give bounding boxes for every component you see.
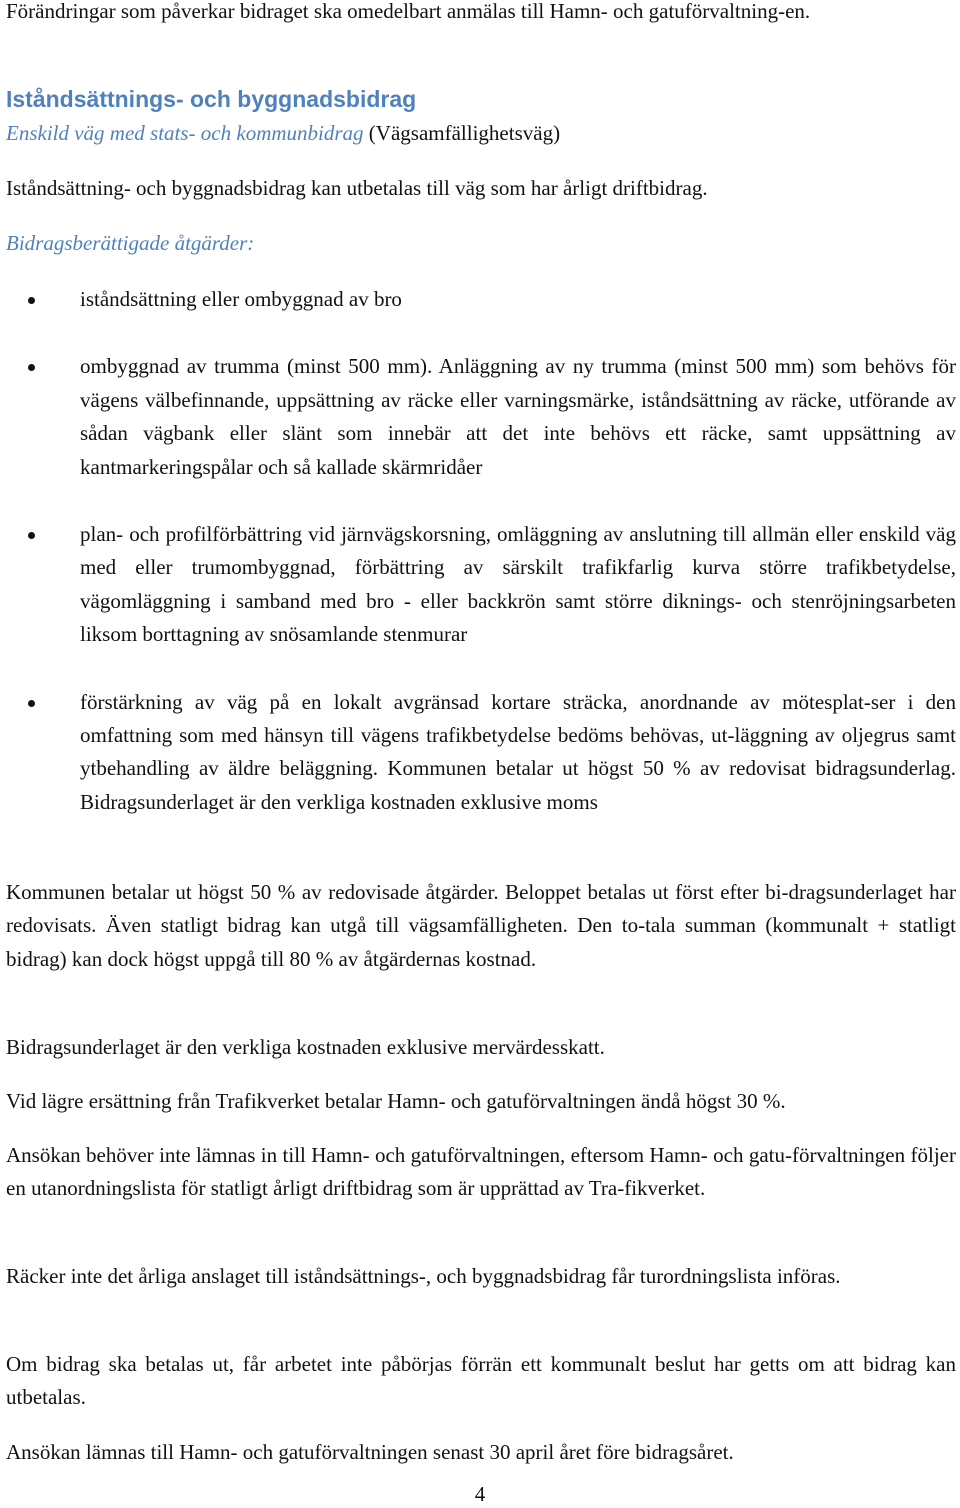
page-number: 4	[474, 1482, 486, 1506]
intro-paragraph: Förändringar som påverkar bidraget ska omedelbart anmälas till Hamn- och gatuförvaltning-en.	[6, 0, 811, 23]
list-item-text: iståndsättning eller ombyggnad av bro	[80, 287, 402, 311]
eligible-measures-list	[6, 283, 956, 819]
section-intro: Iståndsättning- och byggnadsbidrag kan utbetalas till väg som har årligt driftbidrag.	[6, 176, 708, 200]
bullet-dot-icon	[28, 700, 35, 707]
list-item-text: förstärkning av väg på en lokalt avgränsad kortare sträcka, anordnande av mötesplat-ser i den omfattning som med hänsyn till vägens trafikbetydelse bedöms behövas, ut-läggning av oljegrus samt ytbehandling av äldre beläggning. Kommunen betalar ut högst 50 % av redovisat bidragsunderlag. Bidragsunderlaget är den verkliga kostnaden exklusive moms	[80, 689, 956, 814]
list-item-text: ombyggnad av trumma (minst 500 mm). Anläggning av ny trumma (minst 500 mm) som behövs för vägens välbefinnande, uppsättning av räcke eller varningsmärke, iståndsättning av räcke, utförande av sådan vägbank eller slänt som innebär att det inte behövs ett räcke, samt uppsättning av kantmarkeringspålar och så kallade skärmridåer	[80, 354, 956, 479]
body-paragraph: Vid lägre ersättning från Trafikverket betalar Hamn- och gatuförvaltningen ändå högst 30 %.	[6, 1089, 786, 1113]
list-item	[6, 350, 956, 484]
section-heading: Iståndsättnings- och byggnadsbidrag	[6, 86, 417, 112]
list-item-text: plan- och profilförbättring vid järnvägskorsning, omläggning av anslutning till allmän eller enskild väg med eller trumombyggnad, förbättring av särskilt trafikfarlig kurva större trafikbetydelse, vägomläggning i samband med bro - eller backkrön samt större diknings- och stenröjningsarbeten liksom borttagning av snösamlande stenmurar	[80, 522, 956, 647]
section-subtitle-plain: (Vägsamfällighetsväg)	[363, 121, 561, 145]
section-subtitle-italic: Enskild väg med stats- och kommunbidrag	[6, 121, 364, 145]
section-subtitle	[6, 117, 950, 150]
bullet-dot-icon	[28, 532, 35, 539]
body-paragraph: Ansökan behöver inte lämnas in till Hamn- och gatuförvaltningen, eftersom Hamn- och gatu-förvaltningen följer en utanordningslista för statligt årligt driftbidrag som är upprättad av Tra-fikverket.	[6, 1143, 956, 1201]
body-paragraph: Om bidrag ska betalas ut, får arbetet inte påbörjas förrän ett kommunalt beslut har getts om att bidrag kan utbetalas.	[6, 1352, 956, 1410]
eligible-heading: Bidragsberättigade åtgärder:	[6, 231, 255, 255]
body-paragraph: Ansökan lämnas till Hamn- och gatuförvaltningen senast 30 april året före bidragsåret.	[6, 1440, 734, 1464]
bullet-dot-icon	[28, 364, 35, 371]
list-item	[6, 686, 956, 820]
heading-block	[6, 83, 950, 150]
list-item	[6, 518, 956, 652]
list-item	[6, 283, 956, 316]
body-paragraph: Kommunen betalar ut högst 50 % av redovisade åtgärder. Beloppet betalas ut först efter bi-dragsunderlaget har redovisats. Även statligt bidrag kan utgå till vägsamfälligheten. Den to-tala summan (kommunalt + statligt bidrag) kan dock högst uppgå till 80 % av åtgärdernas kostnad.	[6, 880, 956, 971]
body-paragraph: Räcker inte det årliga anslaget till iståndsättnings-, och byggnadsbidrag får turordningslista införas.	[6, 1264, 841, 1288]
bullet-dot-icon	[28, 297, 35, 304]
body-paragraph: Bidragsunderlaget är den verkliga kostnaden exklusive mervärdesskatt.	[6, 1035, 605, 1059]
